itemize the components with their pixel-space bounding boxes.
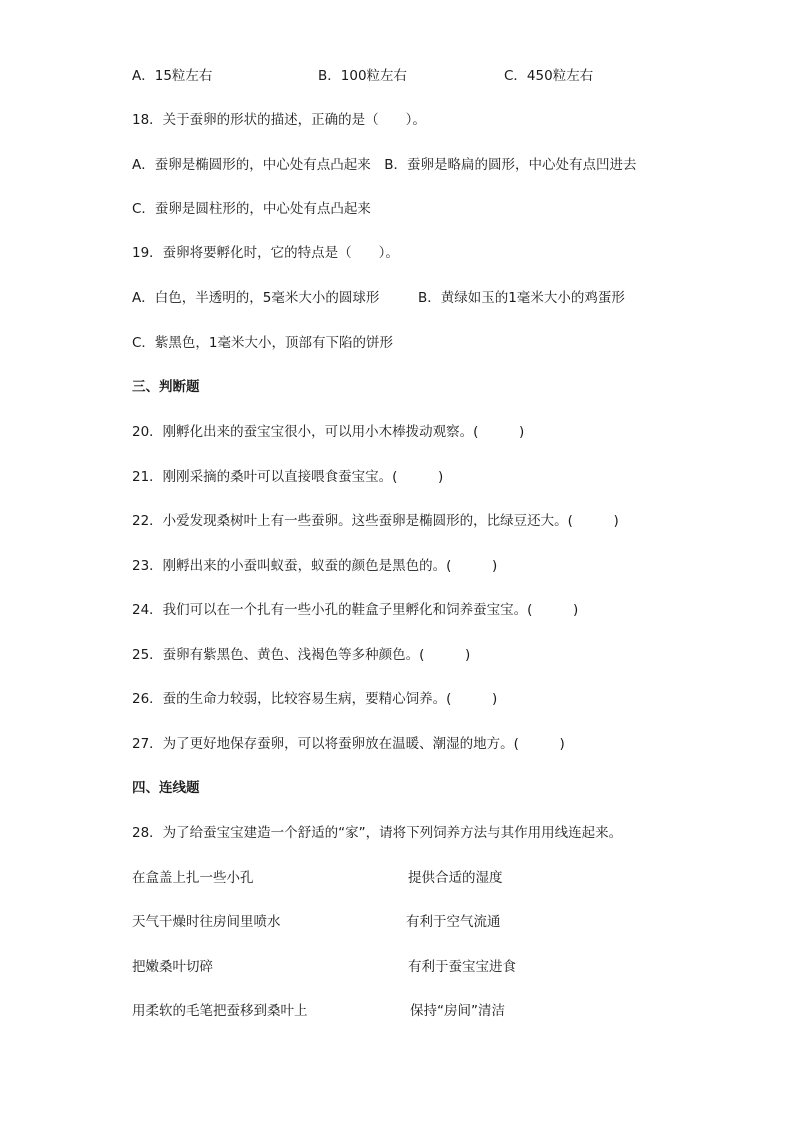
q19-option-c: C．紫黑色，1毫米大小，顶部有下陷的饼形 [132, 335, 394, 351]
matching-left-item: 天气干燥时往房间里喷水 [132, 914, 281, 930]
judgement-item-24: 24．我们可以在一个扎有一些小孔的鞋盒子里孵化和饲养蚕宝宝。( ) [132, 602, 579, 618]
q18-options-ab: A．蚕卵是椭圆形的，中心处有点凸起来 B．蚕卵是略扁的圆形，中心处有点凹进去 [132, 157, 637, 173]
matching-left-item: 在盒盖上扎一些小孔 [132, 870, 254, 886]
matching-right-item: 有利于蚕宝宝进食 [408, 959, 516, 975]
q19-stem: 19．蚕卵将要孵化时，它的特点是（ ）。 [132, 245, 399, 261]
matching-right-item: 有利于空气流通 [406, 914, 501, 930]
q17-option-c: C．450粒左右 [504, 68, 594, 84]
section-heading-matching: 四、连线题 [132, 780, 200, 796]
matching-right-item: 保持“房间”清洁 [410, 1003, 505, 1019]
matching-left-item: 把嫩桑叶切碎 [132, 959, 213, 975]
q17-option-b: B．100粒左右 [318, 68, 408, 84]
matching-left-item: 用柔软的毛笔把蚕移到桑叶上 [132, 1003, 308, 1019]
judgement-item-23: 23．刚孵出来的小蚕叫蚁蚕，蚁蚕的颜色是黑色的。( ) [132, 558, 498, 574]
judgement-item-20: 20．刚孵化出来的蚕宝宝很小，可以用小木棒拨动观察。( ) [132, 424, 525, 440]
section-heading-judgement: 三、判断题 [132, 379, 200, 395]
q28-stem: 28．为了给蚕宝宝建造一个舒适的“家”，请将下列饲养方法与其作用用线连起来。 [132, 825, 623, 841]
judgement-item-22: 22．小爱发现桑树叶上有一些蚕卵。这些蚕卵是椭圆形的，比绿豆还大。( ) [132, 513, 619, 529]
q18-option-c: C．蚕卵是圆柱形的，中心处有点凸起来 [132, 201, 371, 217]
judgement-item-25: 25．蚕卵有紫黑色、黄色、浅褐色等多种颜色。( ) [132, 647, 471, 663]
q19-option-b: B．黄绿如玉的1毫米大小的鸡蛋形 [418, 290, 625, 306]
judgement-item-21: 21．刚刚采摘的桑叶可以直接喂食蚕宝宝。( ) [132, 469, 444, 485]
q19-option-a: A．白色，半透明的，5毫米大小的圆球形 [132, 290, 380, 306]
q18-stem: 18．关于蚕卵的形状的描述，正确的是（ ）。 [132, 112, 426, 128]
matching-right-item: 提供合适的湿度 [408, 870, 503, 886]
judgement-item-27: 27．为了更好地保存蚕卵，可以将蚕卵放在温暖、潮湿的地方。( ) [132, 736, 565, 752]
judgement-item-26: 26．蚕的生命力较弱，比较容易生病，要精心饲养。( ) [132, 691, 498, 707]
q17-option-a: A．15粒左右 [132, 68, 213, 84]
